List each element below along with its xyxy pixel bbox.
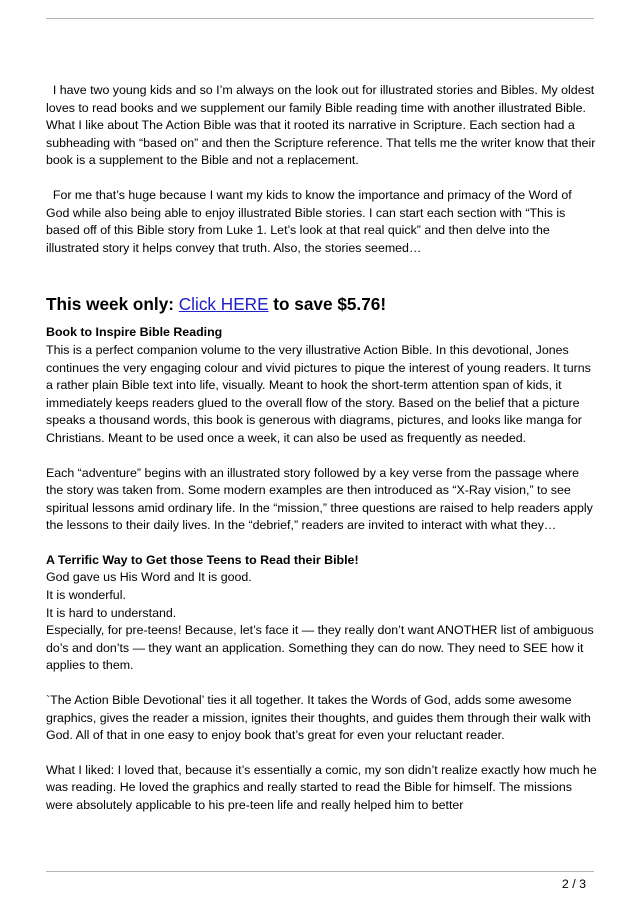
review-2-body-3: What I liked: I loved that, because it’s essentially a comic, my son didn’t realize exactly how much he was reading. He loved the graphics and really started to read the Bible for himself. The missions were absolutely applicable to his pre-teen life and really helped him to better (46, 762, 597, 812)
intro-paragraph-2: For me that’s huge because I want my kids to know the importance and primacy of the Word of God while also being able to enjoy illustrated Bible stories. I can start each section with “This is based off of this Bible story from Luke 1. Let’s look at that real quick” and then delve into the illustrated story it helps convey that truth. Also, the stories seemed… (46, 187, 576, 255)
promo-prefix: This week only: (46, 294, 179, 315)
header-rule (46, 18, 594, 19)
review-2-heading: A Terrific Way to Get those Teens to Read their Bible! (46, 552, 359, 567)
promo-link[interactable]: Click HERE (178, 294, 269, 315)
page-content (46, 82, 598, 815)
promo-line (46, 293, 598, 315)
review-1-heading: Book to Inspire Bible Reading (46, 325, 223, 340)
review-2-line-3: It is hard to understand. (46, 605, 177, 620)
promo-suffix: to save $5.76! (268, 294, 387, 315)
review-2-body: Especially, for pre-teens! Because, let’s face it — they really don’t want ANOTHER list of ambiguous do’s and don’ts — they want an application. Something they can do now. They need to SEE how it applies to them. (46, 623, 594, 673)
footer-rule (46, 871, 594, 872)
intro-paragraph-1: I have two young kids and so I’m always on the look out for illustrated stories and Bibles. My oldest loves to read books and we supplement our family Bible reading time with another illustrated Bible. What I like about The Action Bible was that it rooted its narrative in Scripture. Each section had a subheading with “based on” and then the Scripture reference. That tells me the writer know that their book is a supplement to the Bible and not a replacement. (46, 83, 599, 168)
review-2-body-2: `The Action Bible Devotional’ ties it all together. It takes the Words of God, adds some awesome graphics, gives the reader a mission, ignites their thoughts, and guides them through their walk with God. All of that in one easy to enjoy book that’s great for even your reluctant reader. (46, 693, 591, 743)
review-1-body-2: Each “adventure” begins with an illustrated story followed by a key verse from the passage where the story was taken from. Some modern examples are then introduced as “X-Ray vision,” to see spiritual lessons amid ordinary life. In the “mission,” three questions are raised to help readers apply the lessons to their daily lives. In the “debrief,” readers are invited to interact with what they… (46, 465, 593, 533)
page-number: 2 / 3 (561, 877, 586, 891)
review-2-line-1: God gave us His Word and It is good. (46, 570, 252, 585)
review-1-body: This is a perfect companion volume to the very illustrative Action Bible. In this devotional, Jones continues the very engaging colour and vivid pictures to pique the interest of young readers. It turns a rather plain Bible text into life, visually. Meant to hook the short-term attention span of kids, it immediately keeps readers glued to the overall flow of the story. Based on the belief that a picture speaks a thousand words, this book is generous with diagrams, pictures, and looks like manga for Christians. Meant to be used once a week, it can also be used as frequently as needed. (46, 342, 591, 445)
review-2-line-2: It is wonderful. (46, 588, 126, 603)
